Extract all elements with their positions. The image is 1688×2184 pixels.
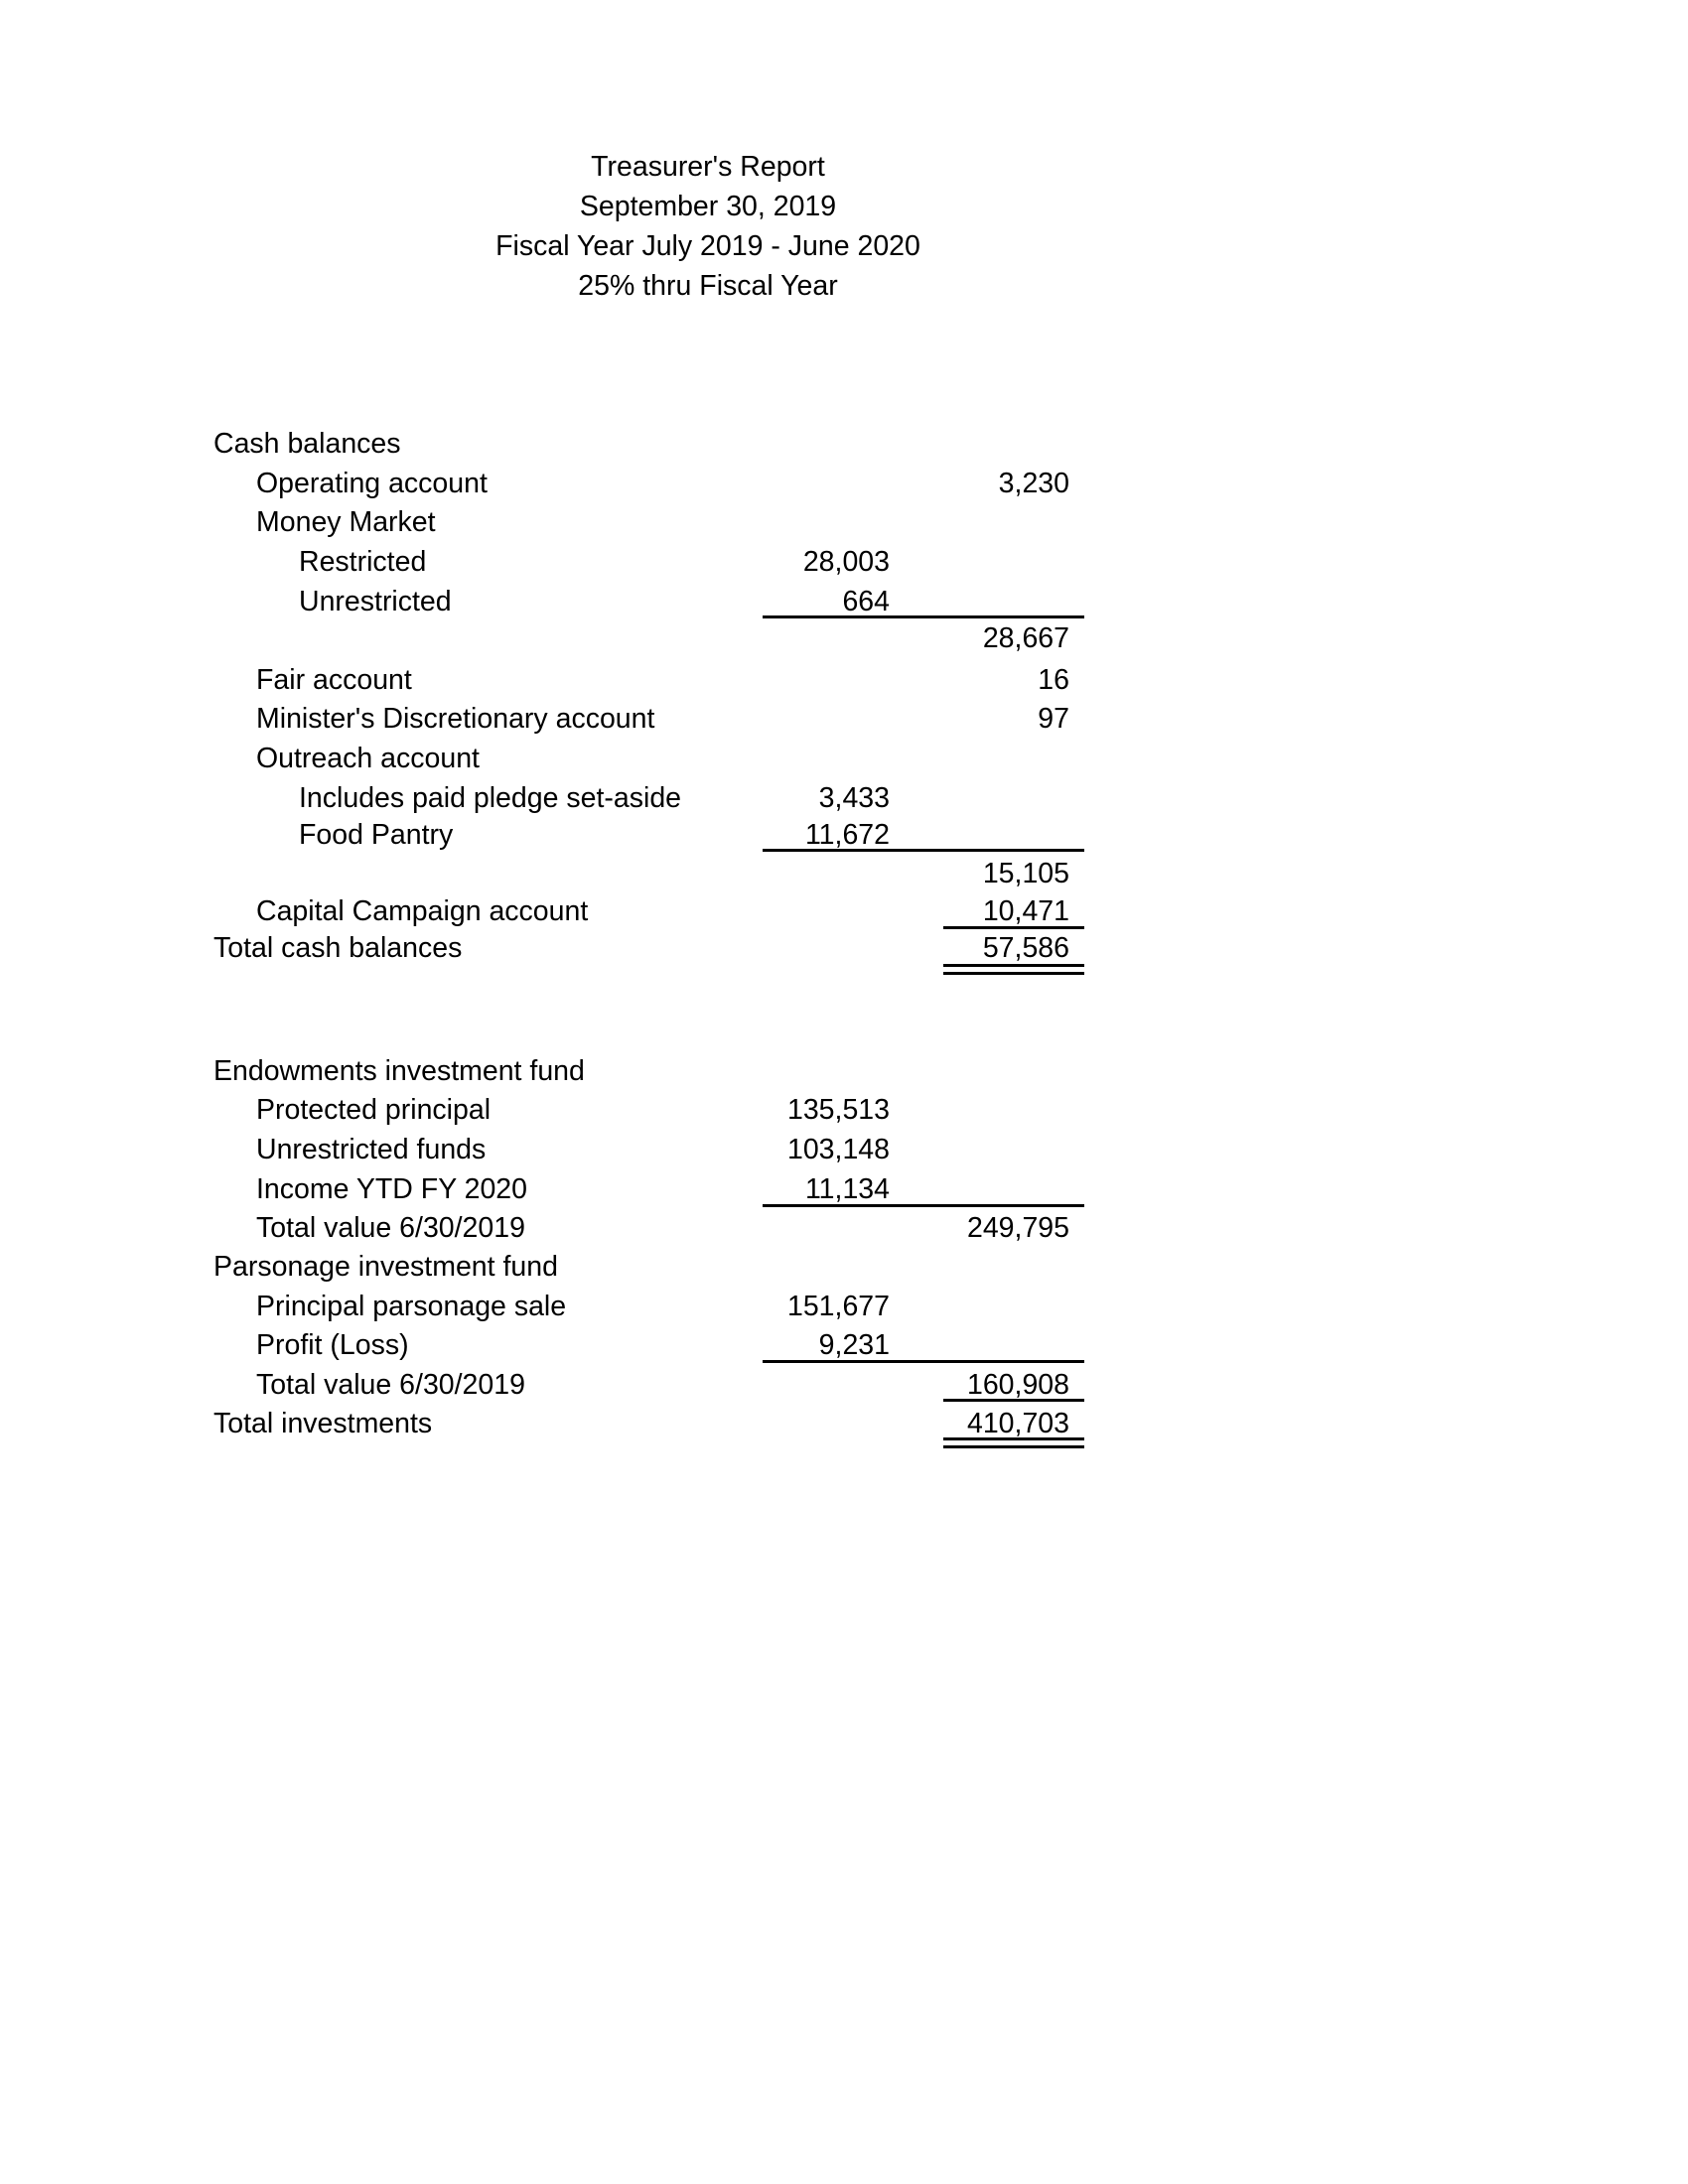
row-label: Fair account [256,664,412,696]
row-label: Unrestricted funds [256,1134,487,1165]
row-detail-value: 151,677 [786,1291,890,1322]
row-label: Operating account [256,468,488,499]
row-total-value: 410,703 [966,1408,1069,1439]
row-cash-balances [0,424,1688,464]
row-parsonage-total-value [0,1365,1688,1405]
row-label: Total investments [213,1408,433,1439]
row-unrestricted-funds [0,1130,1688,1169]
report-fiscal-year: Fiscal Year July 2019 - June 2020 [495,230,920,262]
row-total-value: 16 [1038,664,1069,696]
row-label: Total value 6/30/2019 [256,1369,525,1401]
row-paid-pledge-set-aside [0,778,1688,818]
row-total-value: 3,230 [998,468,1069,499]
row-endowments-investment-fund [0,1051,1688,1091]
row-label: Endowments investment fund [213,1055,585,1087]
row-total-value: 15,105 [982,858,1069,889]
row-principal-parsonage-sale [0,1287,1688,1326]
row-label: Money Market [256,506,436,538]
row-capital-campaign-account [0,891,1688,931]
row-total-value: 28,667 [982,622,1069,654]
row-label: Unrestricted [299,586,452,617]
row-ministers-discretionary-account [0,699,1688,739]
row-total-value: 160,908 [966,1369,1069,1401]
row-total-value: 97 [1038,703,1069,735]
row-income-ytd-fy-2020 [0,1169,1688,1209]
row-total-value: 57,586 [982,932,1069,964]
row-label: Includes paid pledge set-aside [299,782,682,814]
grand-total-double-rule [943,964,1084,975]
total-rule [943,1399,1084,1402]
row-total-investments [0,1404,1688,1443]
row-label: Cash balances [213,428,401,460]
row-fair-account [0,660,1688,700]
row-label: Income YTD FY 2020 [256,1173,528,1205]
report-date: September 30, 2019 [579,191,837,222]
row-outreach-subtotal [0,854,1688,893]
report-header [360,147,1055,306]
row-detail-value: 664 [842,586,890,617]
row-label: Outreach account [256,743,480,774]
row-label: Total cash balances [213,932,463,964]
row-label: Food Pantry [299,819,454,851]
row-endowments-total-value [0,1208,1688,1248]
subtotal-rule [763,849,1084,852]
row-label: Minister's Discretionary account [256,703,655,735]
row-label: Total value 6/30/2019 [256,1212,525,1244]
row-operating-account [0,464,1688,503]
row-label: Capital Campaign account [256,895,589,927]
row-total-value: 249,795 [966,1212,1069,1244]
row-total-cash-balances [0,928,1688,968]
row-money-market-subtotal [0,618,1688,658]
row-total-value: 10,471 [982,895,1069,927]
row-label: Protected principal [256,1094,492,1126]
row-label: Principal parsonage sale [256,1291,567,1322]
subtotal-rule [763,1204,1084,1207]
grand-total-double-rule [943,1437,1084,1448]
row-detail-value: 135,513 [786,1094,890,1126]
row-restricted [0,542,1688,582]
row-profit-loss [0,1325,1688,1365]
row-detail-value: 9,231 [818,1329,890,1361]
row-outreach-account [0,739,1688,778]
row-protected-principal [0,1090,1688,1130]
row-detail-value: 103,148 [786,1134,890,1165]
row-label: Profit (Loss) [256,1329,409,1361]
row-label: Restricted [299,546,427,578]
row-label: Parsonage investment fund [213,1251,558,1283]
row-detail-value: 11,672 [804,819,890,851]
row-money-market [0,502,1688,542]
row-parsonage-investment-fund [0,1247,1688,1287]
report-title: Treasurer's Report [591,151,825,183]
report-fiscal-progress: 25% thru Fiscal Year [578,270,838,302]
row-detail-value: 28,003 [802,546,890,578]
subtotal-rule [763,1360,1084,1363]
row-detail-value: 11,134 [804,1173,890,1205]
row-detail-value: 3,433 [818,782,890,814]
